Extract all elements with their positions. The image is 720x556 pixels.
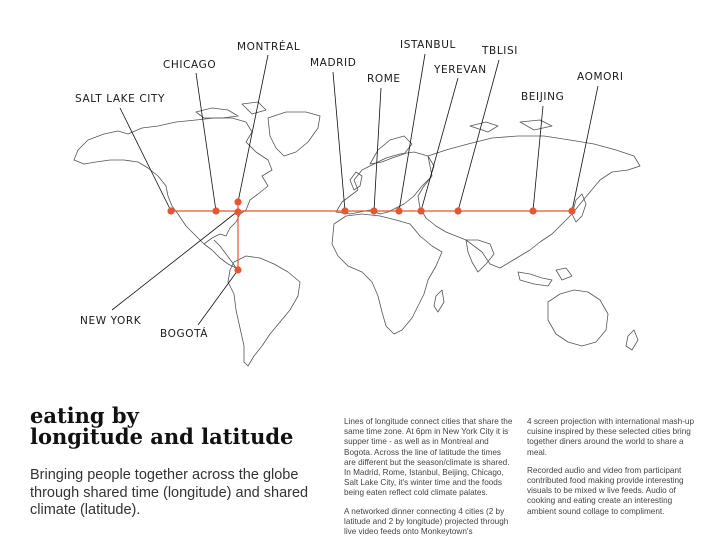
body-paragraph: Lines of longitude connect cities that share the same time zone. At 6pm in New York City it is supper time - as well as in Montreal and Bogota. Across the line of latitude the times are different but the season/climate is shared. In Madrid, Rome, Istanbul, Beijing, Chicago, Salt Lake City, it's winter time and the foods being eaten reflect cold climate palates.: [344, 417, 513, 498]
leader-madrid: [333, 72, 345, 211]
leader-chicago: [196, 73, 216, 211]
label-rome: ROME: [367, 73, 401, 85]
body-column-2: [527, 417, 697, 525]
marker-montreal: [234, 198, 241, 205]
city-labels: [75, 39, 624, 340]
body-paragraph: A networked dinner connecting 4 cities (2 by latitude and 2 by longitude) projected through live video feeds onto Monkeytown's: [344, 506, 509, 537]
landmass-africa: [332, 214, 442, 334]
subtitle: Bringing people together across the globe through shared time (longitude) and shared climate (latitude).: [30, 467, 309, 518]
body-paragraph: Recorded audio and video from participant contributed food making provide interesting visuals to be mixed w live feeds. Audio of cooking and eating create an interesting ambient sound collage to compliment.: [527, 465, 684, 516]
label-montreal: MONTRÉAL: [237, 41, 301, 53]
leader-beijing: [533, 106, 543, 211]
marker-new-york: [234, 208, 241, 215]
landmass-asia: [418, 136, 640, 268]
label-yerevan: YEREVAN: [434, 64, 487, 76]
label-istanbul: ISTANBUL: [400, 39, 456, 51]
leader-salt-lake-city: [120, 108, 171, 211]
leader-rome: [374, 88, 381, 211]
label-madrid: MADRID: [310, 57, 357, 69]
label-tblisi: TBLISI: [482, 45, 518, 57]
landmass-india: [466, 240, 494, 272]
label-salt-lake-city: SALT LAKE CITY: [75, 93, 165, 105]
landmass-madagascar: [434, 290, 444, 312]
leader-aomori: [572, 86, 598, 211]
marker-chicago: [212, 207, 219, 214]
marker-rome: [370, 207, 377, 214]
marker-tblisi: [454, 207, 461, 214]
page-heading: [30, 405, 293, 447]
landmass-australia: [548, 290, 608, 346]
heading-line-2: longitude and latitude: [30, 424, 294, 449]
leader-montreal: [238, 55, 268, 202]
city-markers: [167, 198, 575, 273]
leader-yerevan: [421, 78, 458, 211]
landmass-new-zealand: [626, 330, 638, 350]
heading-line-1: eating by: [30, 403, 139, 428]
marker-bogota: [234, 266, 241, 273]
leader-new-york: [112, 211, 238, 310]
landmass-scandinavia: [370, 136, 412, 164]
landmass-uk: [350, 172, 362, 190]
marker-istanbul: [395, 207, 402, 214]
label-beijing: BEIJING: [521, 91, 565, 103]
leader-bogota: [198, 270, 238, 325]
marker-beijing: [529, 207, 536, 214]
label-aomori: AOMORI: [577, 71, 624, 83]
marker-yerevan: [417, 207, 424, 214]
marker-aomori: [568, 207, 575, 214]
leader-tblisi: [458, 60, 499, 211]
body-column-1: [344, 417, 514, 545]
landmass-greenland: [268, 112, 320, 156]
body-paragraph: 4 screen projection with international mash-up cuisine inspired by these selected cities bring together diners around the world to share a meal.: [527, 417, 695, 457]
landmass-central-america: [204, 240, 236, 268]
marker-madrid: [341, 207, 348, 214]
landmass-japan: [572, 194, 586, 222]
land-masses: [74, 102, 640, 366]
label-new-york: NEW YORK: [80, 315, 142, 327]
label-chicago: CHICAGO: [163, 59, 217, 71]
landmass-indonesia: [518, 268, 572, 286]
marker-salt-lake-city: [167, 207, 174, 214]
label-bogota: BOGOTÁ: [160, 328, 209, 340]
